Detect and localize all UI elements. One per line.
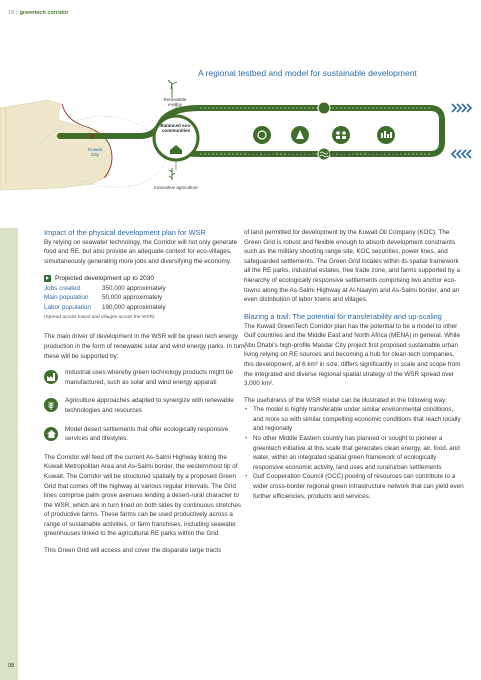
projection-row bbox=[44, 293, 247, 302]
usefulness-list bbox=[244, 405, 464, 501]
right-column bbox=[244, 228, 464, 501]
green-grid-track bbox=[60, 108, 430, 136]
agriculture-icon bbox=[169, 168, 175, 180]
driver-paragraph: The main driver of development in the WSR will be green tech energy production in the form of renewable solar and wind energy parks. In turn, these will be supported by: bbox=[44, 333, 247, 360]
label-innovative-agriculture: Innovative agriculture bbox=[154, 185, 198, 190]
list-item: • No other Middle Eastern country has planned or sought to pioneer a greentech initiative at this scale that generates clean energy, air, food, and water, within an integrated spatial green framework of ecologically responsive economic activity, land uses and rural/urban settlements bbox=[244, 434, 464, 472]
impact-intro: By relying on seawater technology, the Corridor will not only generate food and RE, but also provide an adequate context for eco-villages, simultaneously generating more jobs and diversifying the economy. bbox=[44, 238, 238, 265]
figure-title: A regional testbed and model for sustainable development bbox=[198, 68, 417, 78]
list-item: • Gulf Cooperation Council (GCC) pooling of resources can contribute to a wider cross-border regional green infrastructure network that can yield even further efficiencies, products and services. bbox=[244, 472, 464, 501]
corridor-paragraph: The Corridor will feed off the current As-Salmi Highway linking the Kuwait Metropolitan Area and As-Salmi border, the westernmost tip of Kuwait. The Corridor will be structured spatially by a proposed Green Grid that comes off the highway at various regular intervals. The Grid lines comprise palm grove avenues lending a desert-rural character to the WSR, which are in turn lined on both sides by continuous stretches of productive farms. These farms can be used productively across a range of sustainable activities, or farm franchises, including seawater greenhouses linked to the agricultural RE parks within the Grid. bbox=[44, 453, 242, 538]
direction-chevrons-upper-icon bbox=[452, 104, 471, 112]
support-item bbox=[44, 425, 247, 444]
wind-turbine-icon bbox=[168, 80, 177, 98]
label-kuwait-city: Kuwait City bbox=[88, 147, 102, 158]
benefit-job-creation-icon bbox=[332, 126, 350, 144]
header-page: 18 bbox=[8, 10, 15, 16]
label-renewable-energy: Renewable energy bbox=[163, 97, 187, 108]
direction-chevrons-lower-icon bbox=[452, 150, 471, 158]
label-balanced-communities: Balanced eco-communities bbox=[160, 123, 192, 134]
wheat-icon bbox=[44, 398, 58, 412]
usefulness-paragraph: The usefulness of the WSR model can be illustrated in the following way: bbox=[244, 396, 448, 404]
projection-value: 190,000 approximately bbox=[102, 303, 166, 311]
support-item bbox=[44, 368, 247, 387]
factory-icon bbox=[44, 370, 58, 384]
label-food-security: Food security bbox=[286, 151, 314, 156]
kuwait-city-marker-icon bbox=[90, 134, 94, 138]
projection-label: Main population bbox=[44, 294, 89, 302]
transferability-paragraph: The Kuwait GreenTech Corridor plan has the potential to be a model to other Gulf countries and the Middle East and North Africa (MENA) in general. While Abu Dhabi's high-profile Masdar City project first proposed sustainable urban living relying on RE sources and becoming a hub for clean-tech companies, this development, at 6 km² in size, differs significantly in scale and scope from the integrated and diverse regional spatial strategy of the WSR spread over 3,000 km². bbox=[244, 322, 461, 388]
label-clean-energy: Clean energy bbox=[248, 151, 276, 156]
projection-box bbox=[44, 274, 247, 323]
left-column bbox=[44, 228, 247, 563]
page-number: 08 bbox=[8, 663, 15, 669]
benefit-clean-energy-icon bbox=[253, 126, 271, 144]
diagram-graphic bbox=[0, 80, 481, 200]
support-item-text: Agriculture approaches adapted to synergize with renewable technologies and resources bbox=[65, 397, 234, 414]
projection-value: 350,000 approximately bbox=[102, 285, 166, 293]
corridor-diagram bbox=[0, 80, 481, 200]
label-diverse-economy: Diverse economy bbox=[368, 151, 404, 156]
renewable-node-icon bbox=[318, 102, 330, 114]
support-item bbox=[44, 396, 247, 415]
continued-paragraph: of land permitted for development by the Kuwait Oil Company (KOC). The Green Grid is robust and flexible enough to absorb development constraints such as the military shooting range site, KOC securities, power lines, and safeguarded settlements. The Green Grid locates within its spatial framework all the RE parks, industrial estates, free trade zone, and farms supported by a hierarchy of ecologically responsive settlements comprising two anchor eco-towns along the As-Salmi Highway at Al-Naayim and As-Salmi border, and an even distribution of labor towns and villages. bbox=[244, 229, 460, 304]
projection-note: (Spread across towns and villages across the WSR) bbox=[44, 314, 155, 320]
header-separator: | bbox=[16, 10, 18, 16]
side-accent-bar bbox=[0, 228, 18, 680]
arrow-icon bbox=[44, 275, 51, 282]
green-grid-connector bbox=[430, 108, 442, 154]
benefit-diverse-economy-icon bbox=[377, 126, 395, 144]
header-brand: greentech corridor bbox=[19, 10, 69, 16]
running-header bbox=[8, 10, 68, 16]
projection-row bbox=[44, 303, 247, 312]
grid-paragraph: This Green Grid will access and cover the disparate large tracts bbox=[44, 547, 222, 555]
impact-heading: Impact of the physical development plan for WSR bbox=[44, 228, 206, 237]
list-item: • The model is highly transferable under similar environmental conditions, and more so with similar compelling economic conditions that reach locally and regionally bbox=[244, 405, 464, 434]
trail-heading: Blazing a trail: The potential for transferability and up-scaling bbox=[244, 311, 442, 321]
projection-title bbox=[44, 274, 247, 284]
projection-value: 50,000 approximately bbox=[102, 294, 163, 302]
kuwait-map-shape bbox=[0, 100, 112, 190]
projection-label: Labor population bbox=[44, 303, 91, 311]
projection-label: Jobs created bbox=[44, 285, 81, 293]
projection-title-text: Projected development up to 2030 bbox=[55, 274, 155, 282]
benefit-food-security-icon bbox=[291, 126, 309, 144]
label-job-creation: Job creation bbox=[328, 151, 354, 156]
house-icon bbox=[44, 427, 58, 441]
support-item-text: Model desert settlements that offer ecologically responsive services and lifestyles. bbox=[65, 425, 229, 443]
support-item-text: Industrial uses whereby green technology products might be manufactured, such as solar and wind energy apparati bbox=[65, 369, 234, 386]
projection-row bbox=[44, 284, 247, 293]
